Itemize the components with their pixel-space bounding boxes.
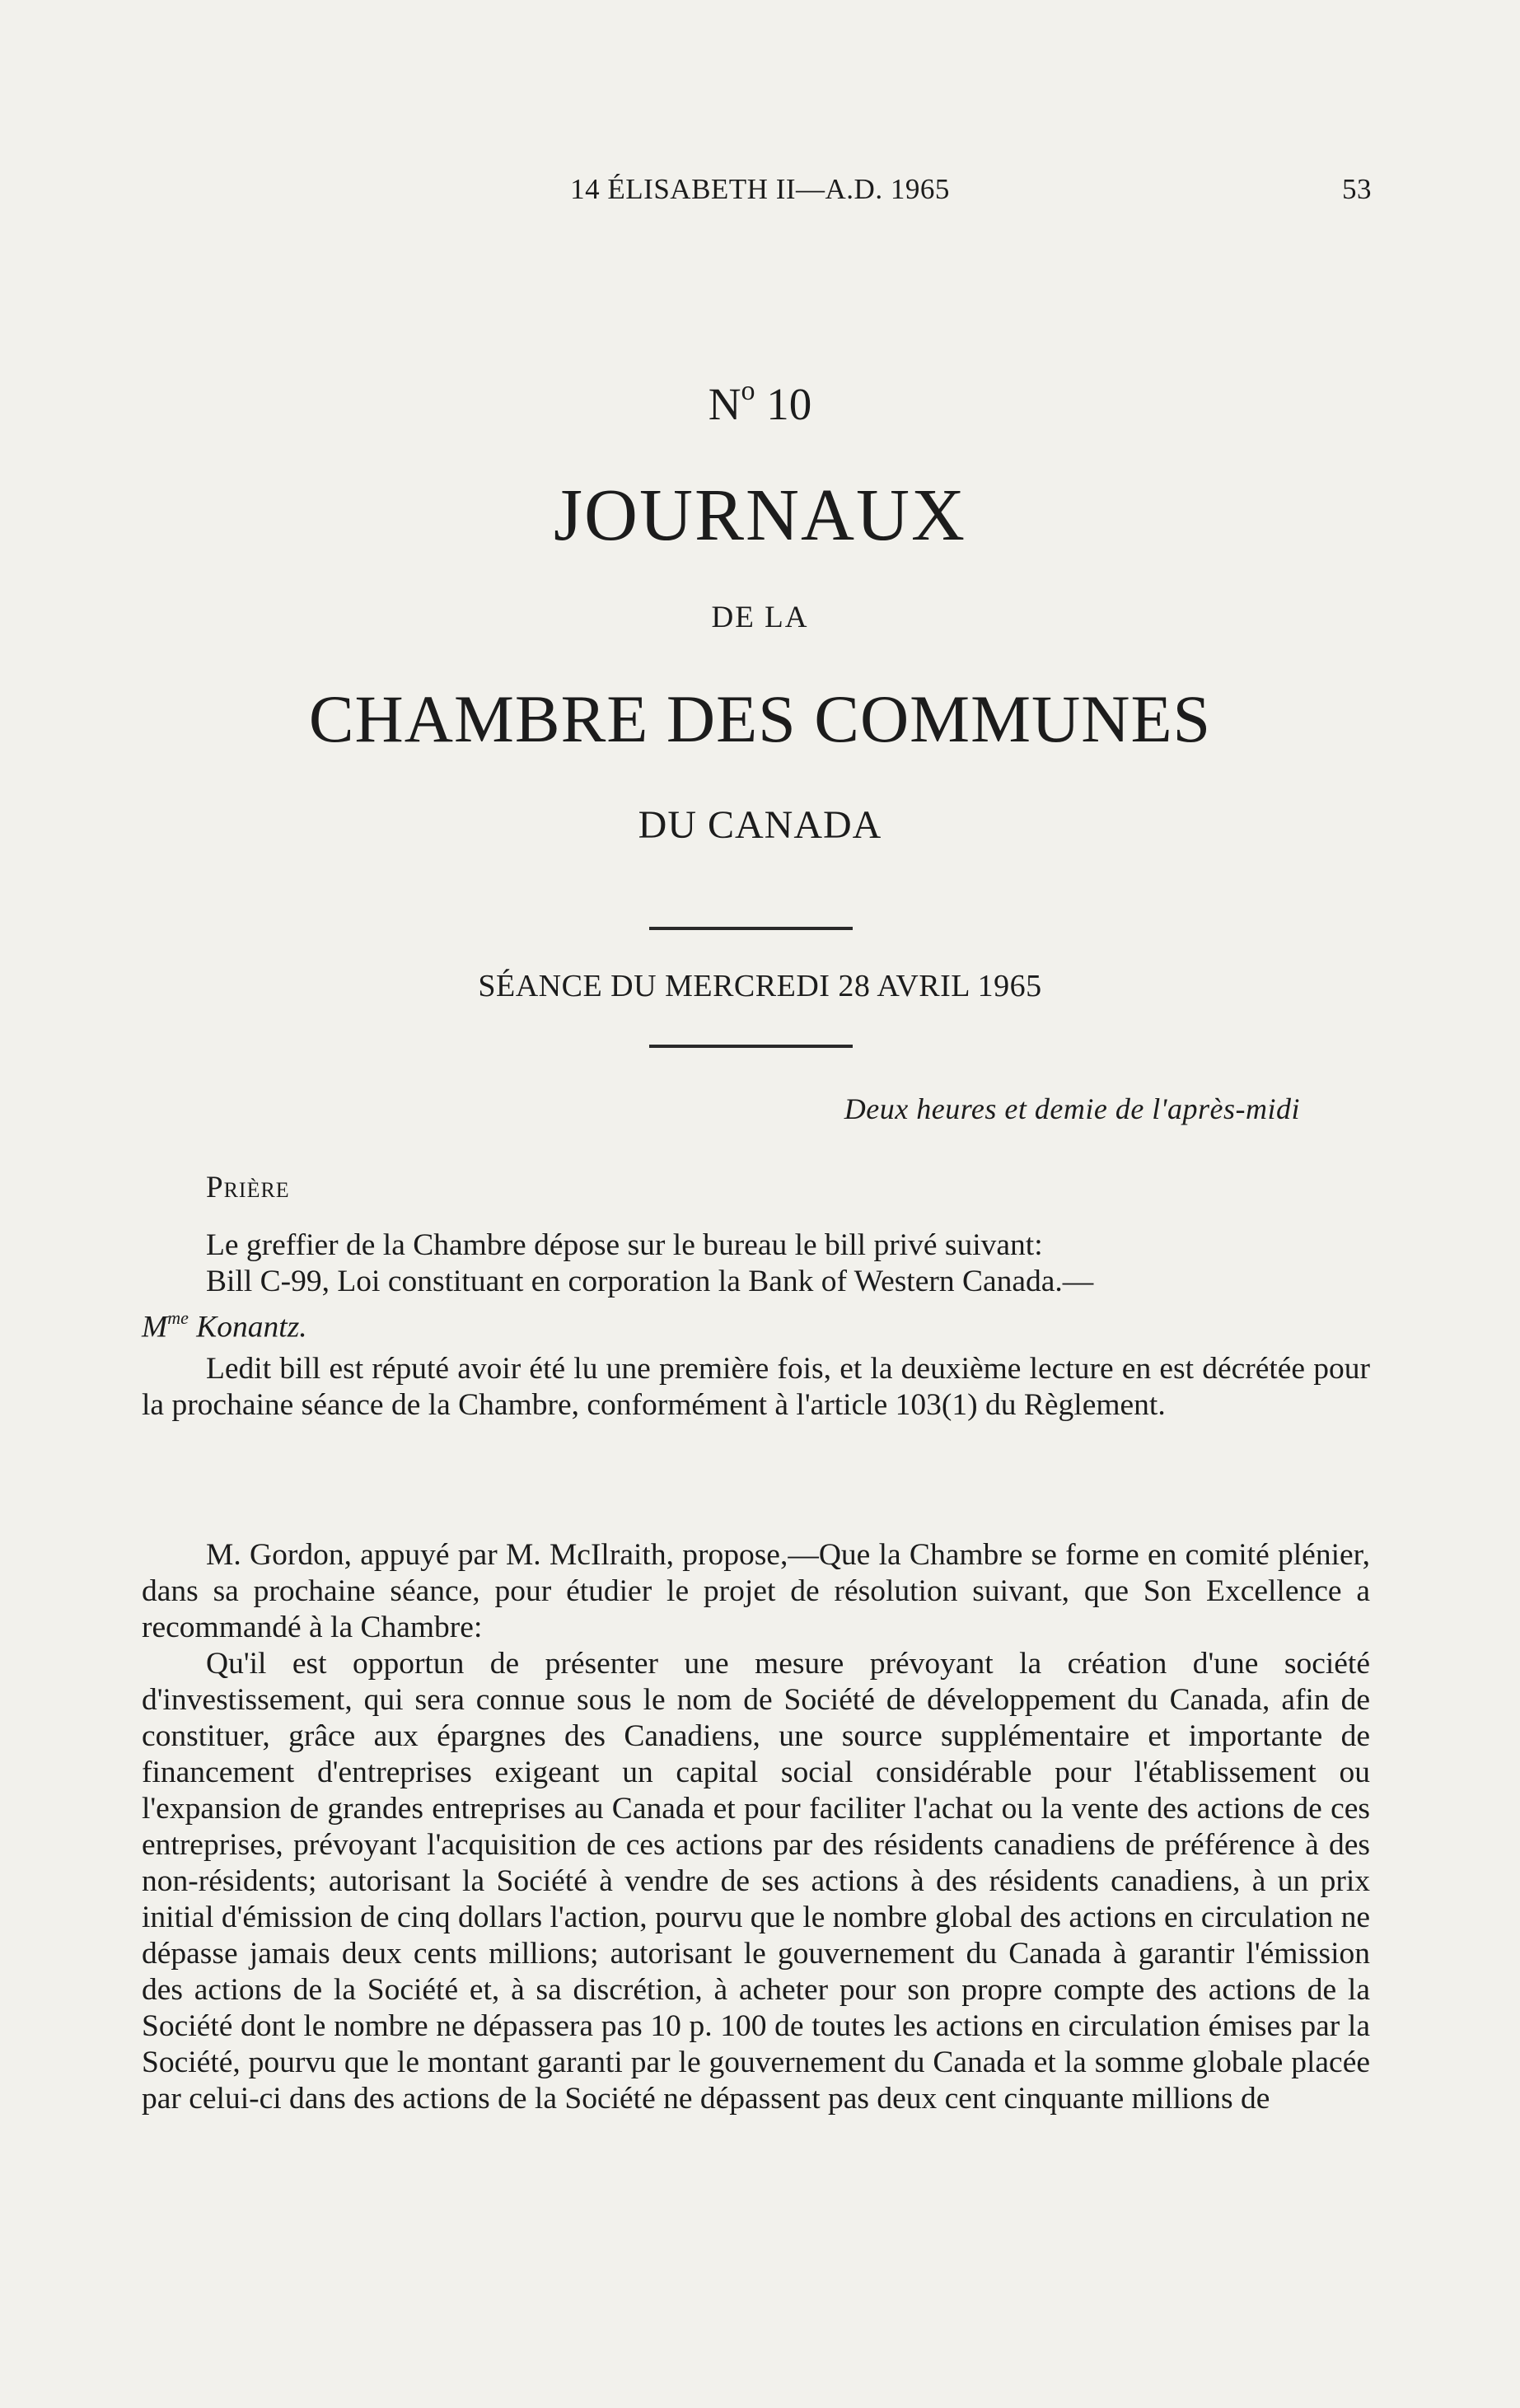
- divider-bottom: [649, 1045, 853, 1048]
- chamber-title: CHAMBRE DES COMMUNES: [308, 681, 1212, 756]
- paragraph-bill-tabled: Le greffier de la Chambre dépose sur le bureau le bill privé suivant:: [206, 1228, 1043, 1262]
- bill-sponsor-prefix: M: [142, 1310, 168, 1344]
- journal-title: JOURNAUX: [553, 475, 967, 556]
- sitting-date: SÉANCE DU MERCREDI 28 AVRIL 1965: [478, 969, 1042, 1003]
- first-reading-block: [142, 1351, 1370, 1424]
- page-number: 53: [1342, 173, 1372, 205]
- paragraph-motion: M. Gordon, appuyé par M. McIlraith, propose,—Que la Chambre se forme en comité plénier, dans sa prochaine séance, pour étudier le projet de résolution suivant, que Son Excellence a recommandé à la Chambre:: [142, 1538, 1370, 1644]
- issue-number-superscript: o: [741, 376, 755, 406]
- motion-block: [142, 1537, 1370, 2117]
- section-heading-priere: Prière: [206, 1171, 290, 1204]
- bill-title-text: Bill C-99, Loi constituant en corporation la Bank of Western Canada.—: [206, 1265, 1094, 1298]
- issue-number-value: 10: [755, 378, 812, 429]
- bill-sponsor-name: Konantz.: [188, 1310, 307, 1344]
- running-title: 14 ÉLISABETH II—A.D. 1965: [570, 173, 950, 205]
- issue-number: [0, 376, 1520, 430]
- paragraph-resolution: Qu'il est opportun de présenter une mesure prévoyant la création d'une société d'investissement, qui sera connue sous le nom de Société de développement du Canada, afin de constituer, grâce aux épargnes des Canadiens, une source supplémentaire et importante de financement d'entreprises exigeant un capital social considérable pour l'établissement ou l'expansion de grandes entreprises au Canada et pour faciliter l'achat ou la vente des actions de ces entreprises, prévoyant l'acquisition de ces actions par des résidents canadiens de préférence à des non-résidents; autorisant la Société à vendre de ses actions à des résidents canadiens, à un prix initial d'émission de cinq dollars l'action, pourvu que le nombre global des actions en circulation ne dépasse jamais deux cents millions; autorisant le gouvernement du Canada à garantir l'émission des actions de la Société et, à sa discrétion, à acheter pour son propre compte des actions de la Société dont le nombre ne dépassera pas 10 p. 100 de toutes les actions en circulation émises par la Société, pourvu que le montant garanti par le gouvernement du Canada et la somme globale placée par celui-ci dans des actions de la Société ne dépassent pas deux cent cinquante millions de: [142, 1647, 1370, 2116]
- issue-number-prefix: N: [708, 378, 741, 429]
- divider-top: [649, 927, 853, 930]
- sitting-time: Deux heures et demie de l'après-midi: [844, 1092, 1300, 1125]
- country-title: DU CANADA: [638, 803, 882, 847]
- paragraph-bill-title: [142, 1264, 1370, 1300]
- bill-sponsor-superscript: me: [167, 1307, 189, 1328]
- title-connector: DE LA: [711, 601, 809, 634]
- private-bill-block: [142, 1227, 1370, 1345]
- paragraph-first-reading: Ledit bill est réputé avoir été lu une première fois, et la deuxième lecture en est décrétée pour la prochaine séance de la Chambre, conformément à l'article 103(1) du Règlement.: [142, 1352, 1370, 1422]
- bill-sponsor: [142, 1300, 1370, 1345]
